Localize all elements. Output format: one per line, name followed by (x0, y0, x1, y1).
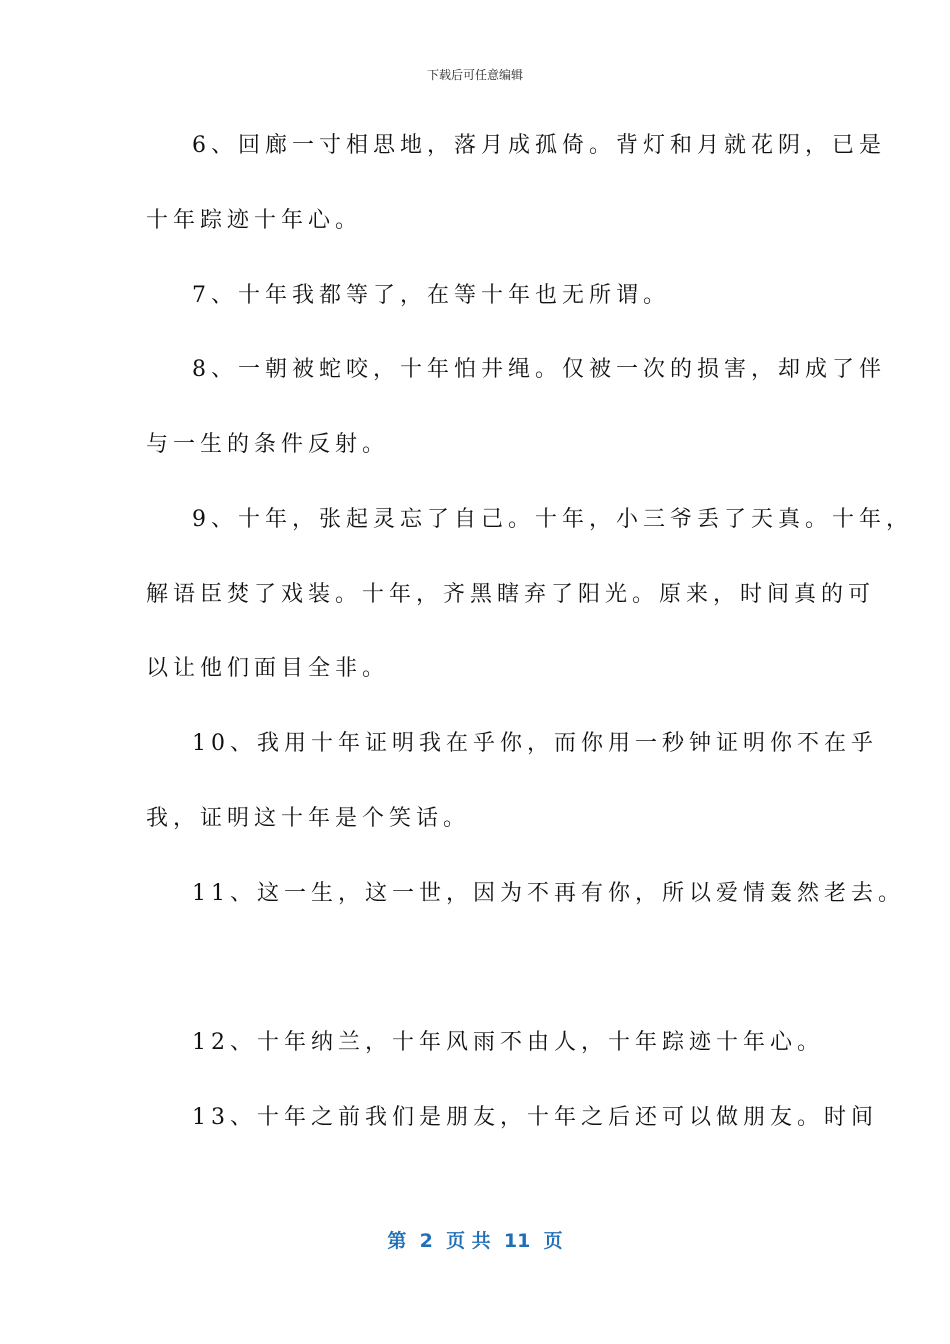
paragraph-8-line-2: 与一生的条件反射。 (146, 432, 390, 457)
paragraph-10-line-1: 10、我用十年证明我在乎你，而你用一秒钟证明你不在乎 (192, 731, 878, 756)
page-header: 下载后可任意编辑 (426, 68, 523, 82)
paragraph-12-line-1: 12、十年纳兰，十年风雨不由人，十年踪迹十年心。 (192, 1030, 824, 1055)
paragraph-6-line-2: 十年踪迹十年心。 (146, 208, 363, 233)
paragraph-10-line-2: 我，证明这十年是个笑话。 (146, 806, 471, 831)
paragraph-9-line-1: 9、十年，张起灵忘了自己。十年，小三爷丢了天真。十年， (192, 507, 913, 532)
paragraph-7-line-1: 7、十年我都等了，在等十年也无所谓。 (192, 283, 670, 308)
paragraph-9-line-2: 解语臣焚了戏装。十年，齐黑瞎弃了阳光。原来，时间真的可 (146, 582, 876, 607)
paragraph-9-line-3: 以让他们面目全非。 (146, 656, 390, 681)
paragraph-13-line-1: 13、十年之前我们是朋友，十年之后还可以做朋友。时间 (192, 1105, 878, 1130)
page-number-footer: 第 2 页 共 11 页 (387, 1230, 563, 1252)
paragraph-11-line-1: 11、这一生，这一世，因为不再有你，所以爱情轰然老去。 (192, 881, 905, 906)
paragraph-6-line-1: 6、回廊一寸相思地，落月成孤倚。背灯和月就花阴，已是 (192, 133, 886, 158)
paragraph-8-line-1: 8、一朝被蛇咬，十年怕井绳。仅被一次的损害，却成了伴 (192, 357, 886, 382)
